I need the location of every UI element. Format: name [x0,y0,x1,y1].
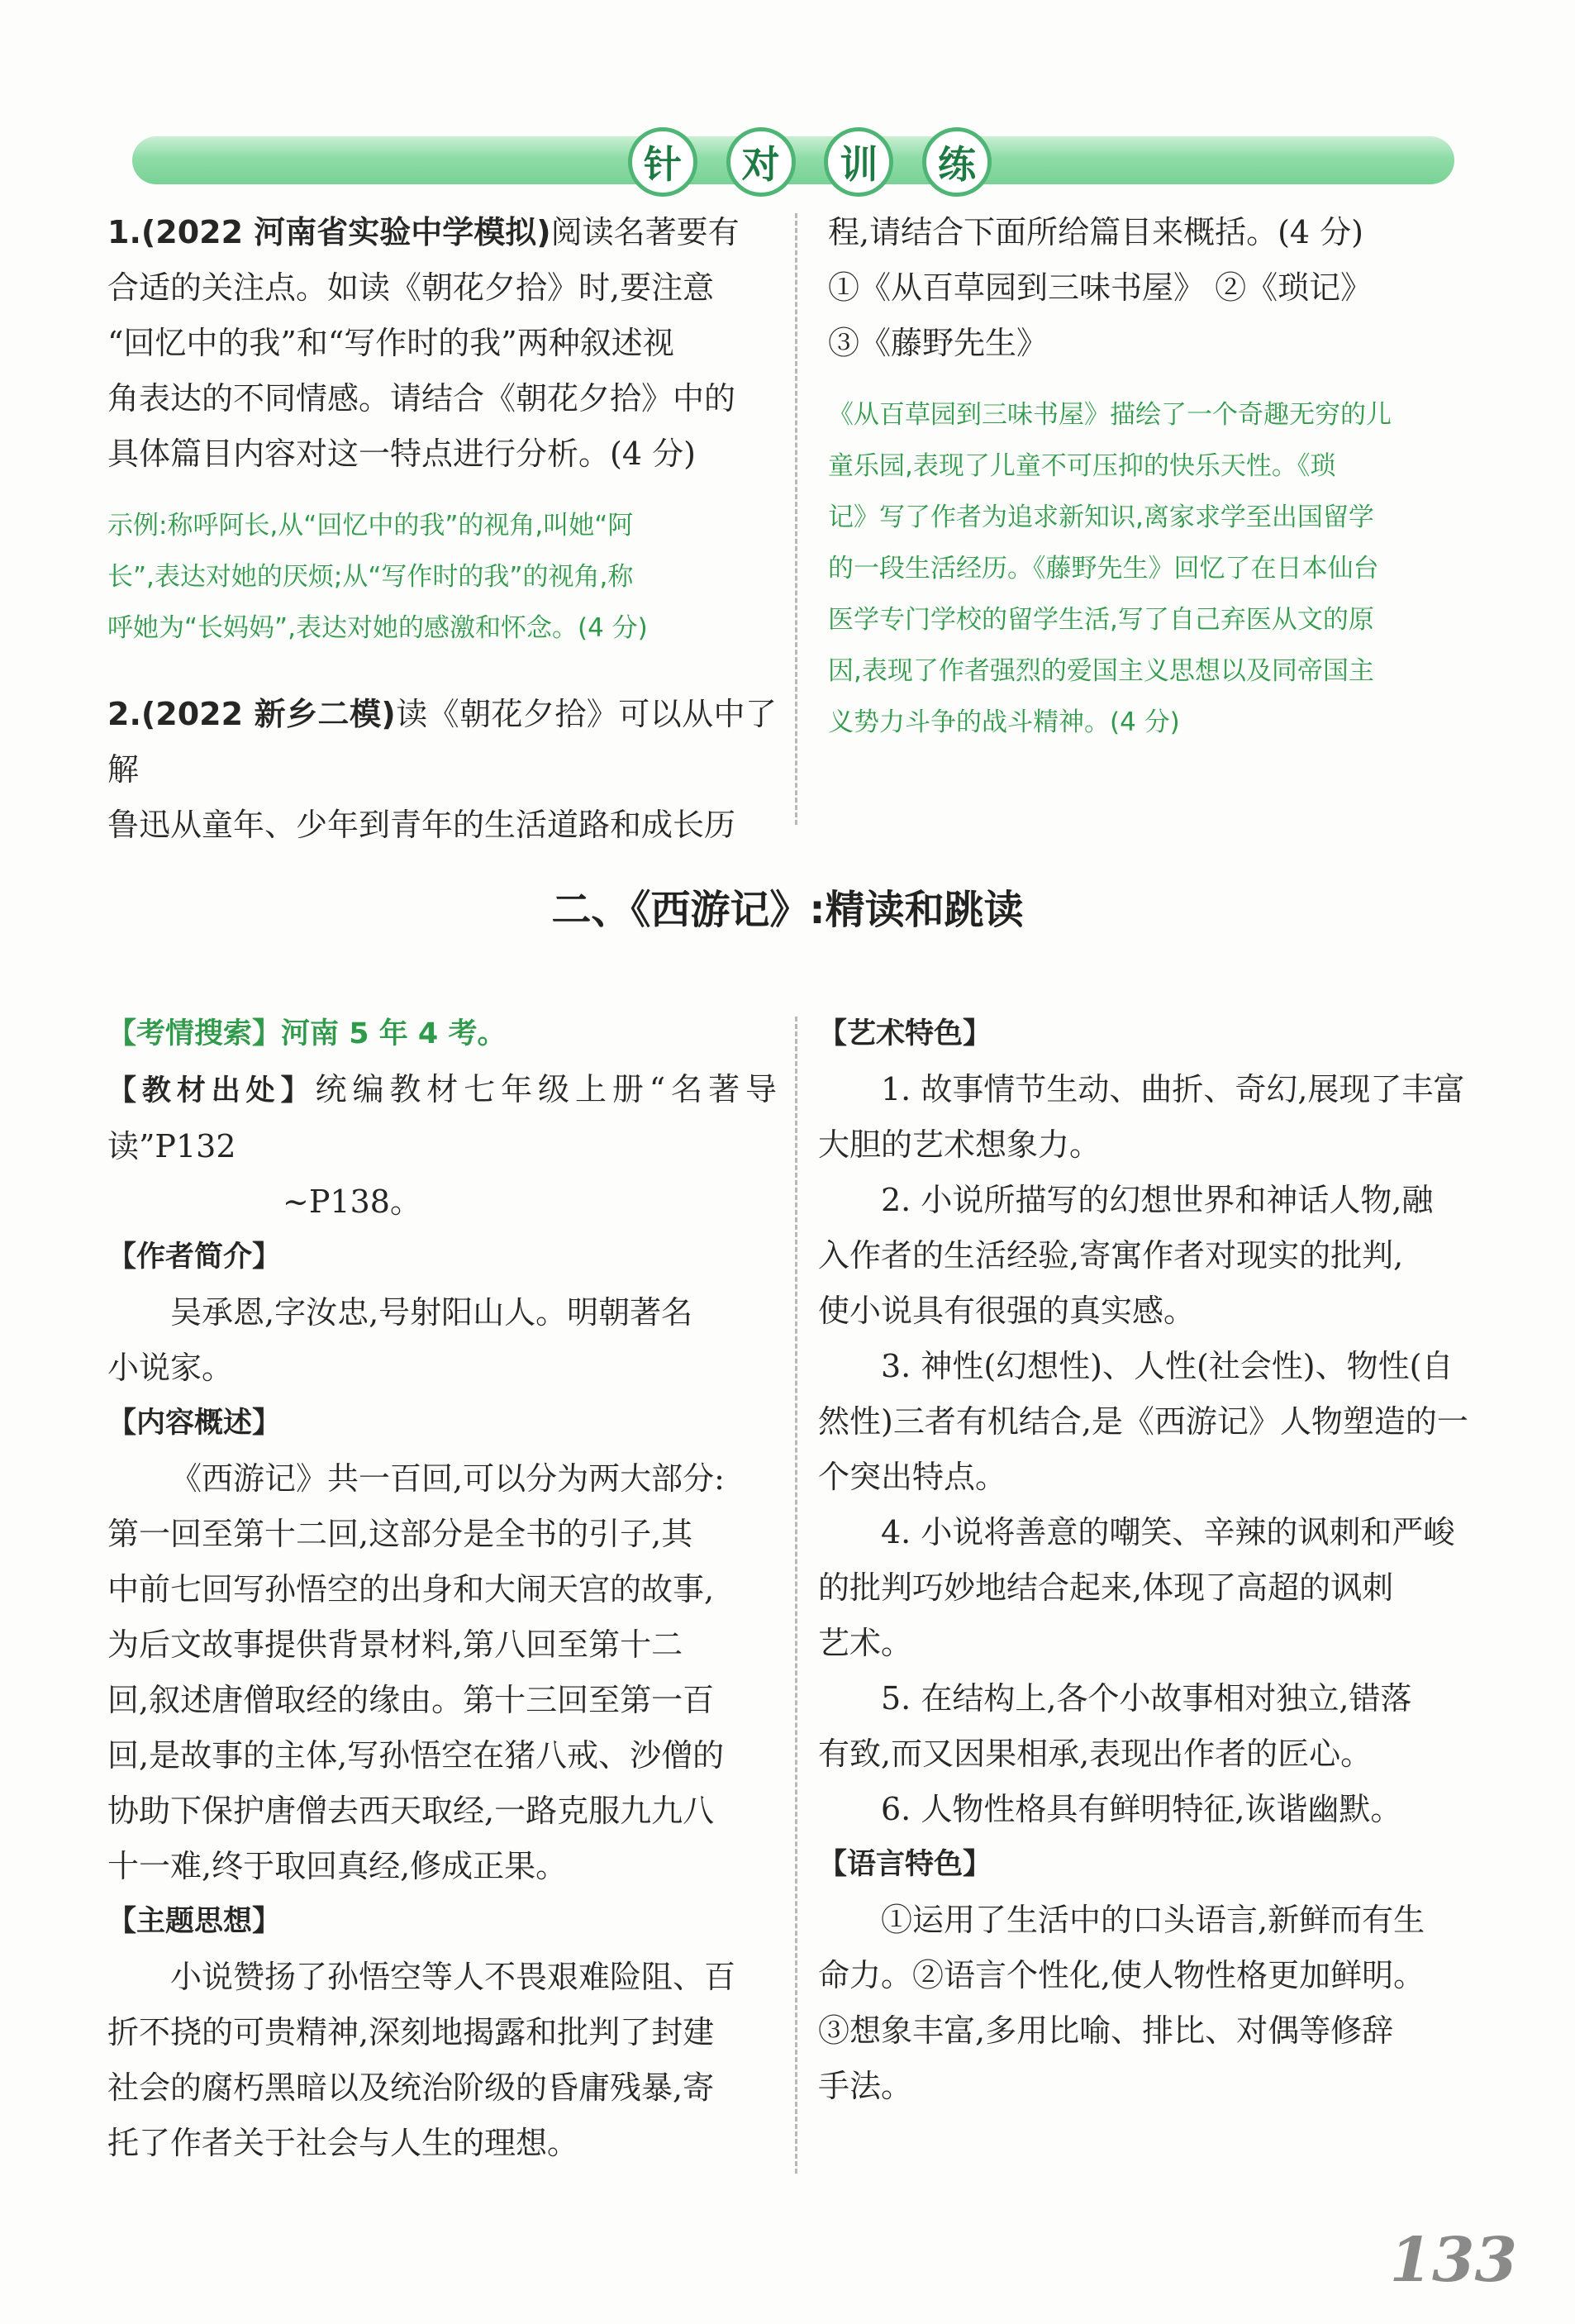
author-line: 小说家。 [107,1350,234,1386]
q2-answer-line: 义势力斗争的战斗精神。(4 分) [828,707,1180,737]
lang-line: 命力。②语言个性化,使人物性格更加鲜明。 [818,1957,1425,1993]
q2-line: 鲁迅从童年、少年到青年的生活道路和成长历 [107,807,736,843]
art-line: 有致,而又因果相承,表现出作者的匠心。 [818,1736,1373,1772]
page-number: 133 [1389,2225,1517,2296]
jiaocai-row [107,1062,777,1174]
theme-label: 【主题思想】 [107,1905,282,1938]
q2-right-line: ①《从百草园到三味书屋》 ②《琐记》 [828,269,1373,306]
q1-answer-line: 示例:称呼阿长,从“回忆中的我”的视角,叫她“阿 [107,511,634,541]
content-label: 【内容概述】 [107,1407,282,1440]
banner-title [628,124,992,200]
theme-line: 小说赞扬了孙悟空等人不畏艰难险阻、百 [170,1959,736,1995]
kaoqing-row [107,1007,777,1062]
q2-answer-line: 的一段生活经历。《藤野先生》回忆了在日本仙台 [828,554,1379,583]
author-label: 【作者简介】 [107,1241,282,1274]
kaoqing-label: 【考情搜索】 [107,1017,282,1050]
lower-left-column [107,1007,777,2171]
q1-answer-line: 长”,表达对她的厌烦;从“写作时的我”的视角,称 [107,562,634,592]
q1-line: 角表达的不同情感。请结合《朝花夕拾》中的 [107,380,736,417]
lang-line: ③想象丰富,多用比喻、排比、对偶等修辞 [818,2012,1394,2049]
banner-char: 练 [922,127,992,197]
content-line: 回,是故事的主体,写孙悟空在猪八戒、沙僧的 [107,1737,725,1774]
art-label: 【艺术特色】 [818,1017,992,1050]
content-line: 协助下保护唐僧去西天取经,一路克服九九八 [107,1793,715,1829]
lang-line: 手法。 [818,2068,913,2104]
q2-answer-line: 因,表现了作者强烈的爱国主义思想以及同帝国主 [828,656,1374,686]
jiaocai-label: 【教材出处】 [107,1074,316,1107]
section-title: 二、《西游记》:精读和跳读 [551,887,1024,933]
q2-text: 读《朝花夕拾》可以从中了解 [107,696,777,788]
content-line: 十一难,终于取回真经,修成正果。 [107,1848,568,1884]
content-line: 为后文故事提供背景材料,第八回至第十二 [107,1626,683,1663]
q2-right-line: 程,请结合下面所给篇目来概括。(4 分) [828,214,1363,250]
art-line: 使小说具有很强的真实感。 [818,1293,1196,1329]
q2-answer-line: 《从百草园到三味书屋》描绘了一个奇趣无穷的儿 [828,400,1392,430]
jiaocai-text: 统编教材七年级上册“名著导读”P132 [107,1071,777,1164]
lower-column-divider [795,1017,797,2174]
q1-answer-line: 呼她为“长妈妈”,表达对她的感激和怀念。(4 分) [107,613,648,643]
kaoqing-text: 河南 5 年 4 考。 [281,1017,507,1050]
banner-char: 针 [628,127,697,197]
art-line: 6. 人物性格具有鲜明特征,诙谐幽默。 [881,1791,1402,1827]
upper-left-column [107,205,777,853]
art-line: 4. 小说将善意的嘲笑、辛辣的讽刺和严峻 [881,1514,1455,1550]
q1-number: 1 [107,214,130,250]
art-line: 入作者的生活经验,寄寓作者对现实的批判, [818,1237,1404,1274]
q2-answer-line: 童乐园,表现了儿童不可压抑的快乐天性。《琐 [828,451,1336,481]
art-line: 的批判巧妙地结合起来,体现了高超的讽刺 [818,1569,1394,1606]
lang-label: 【语言特色】 [818,1848,992,1881]
q1-line: 具体篇目内容对这一特点进行分析。(4 分) [107,436,696,472]
author-line: 吴承恩,字汝忠,号射阳山人。明朝著名 [170,1294,693,1331]
upper-right-column [828,205,1489,748]
q1-source: (2022 河南省实验中学模拟) [140,214,551,250]
q2-line: 2.(2022 新乡二模)读《朝花夕拾》可以从中了解 [107,696,777,788]
art-line: 大胆的艺术想象力。 [818,1126,1102,1163]
banner-char: 对 [726,127,796,197]
q1-text: 阅读名著要有 [550,214,740,250]
content-line: 第一回至第十二回,这部分是全书的引子,其 [107,1516,693,1552]
art-line: 个突出特点。 [818,1459,1007,1495]
theme-line: 社会的腐朽黑暗以及统治阶级的昏庸残暴,寄 [107,2069,715,2106]
art-line: 然性)三者有机结合,是《西游记》人物塑造的一 [818,1403,1468,1440]
art-line: 5. 在结构上,各个小故事相对独立,错落 [881,1680,1412,1717]
q2-right-line: ③《藤野先生》 [828,325,1049,361]
art-line: 艺术。 [818,1625,913,1661]
q2-answer-line: 记》写了作者为追求新知识,离家求学至出国留学 [828,502,1374,532]
art-line: 1. 故事情节生动、曲折、奇幻,展现了丰富 [881,1071,1465,1107]
theme-line: 托了作者关于社会与人生的理想。 [107,2125,579,2161]
content-line: 中前七回写孙悟空的出身和大闹天宫的故事, [107,1571,715,1607]
q1-line: “回忆中的我”和“写作时的我”两种叙述视 [107,325,674,361]
lang-line: ①运用了生活中的口头语言,新鲜而有生 [881,1902,1425,1938]
art-line: 2. 小说所描写的幻想世界和神话人物,融 [881,1182,1434,1218]
q2-number: 2 [107,696,130,732]
q1-line: 合适的关注点。如读《朝花夕拾》时,要注意 [107,269,715,306]
jiaocai-row-2: ~P138。 [283,1183,421,1220]
q2-answer-line: 医学专门学校的留学生活,写了自己弃医从文的原 [828,605,1374,635]
q1-line: 1.(2022 河南省实验中学模拟)阅读名著要有 [107,214,740,250]
content-line: 《西游记》共一百回,可以分为两大部分: [170,1460,725,1497]
theme-line: 折不挠的可贵精神,深刻地揭露和批判了封建 [107,2014,715,2050]
q2-source: (2022 新乡二模) [140,696,396,732]
banner-char: 训 [824,127,893,197]
art-line: 3. 神性(幻想性)、人性(社会性)、物性(自 [881,1348,1454,1384]
upper-column-divider [795,213,797,825]
lower-right-column [818,1007,1487,2114]
content-line: 回,叙述唐僧取经的缘由。第十三回至第一百 [107,1682,715,1718]
